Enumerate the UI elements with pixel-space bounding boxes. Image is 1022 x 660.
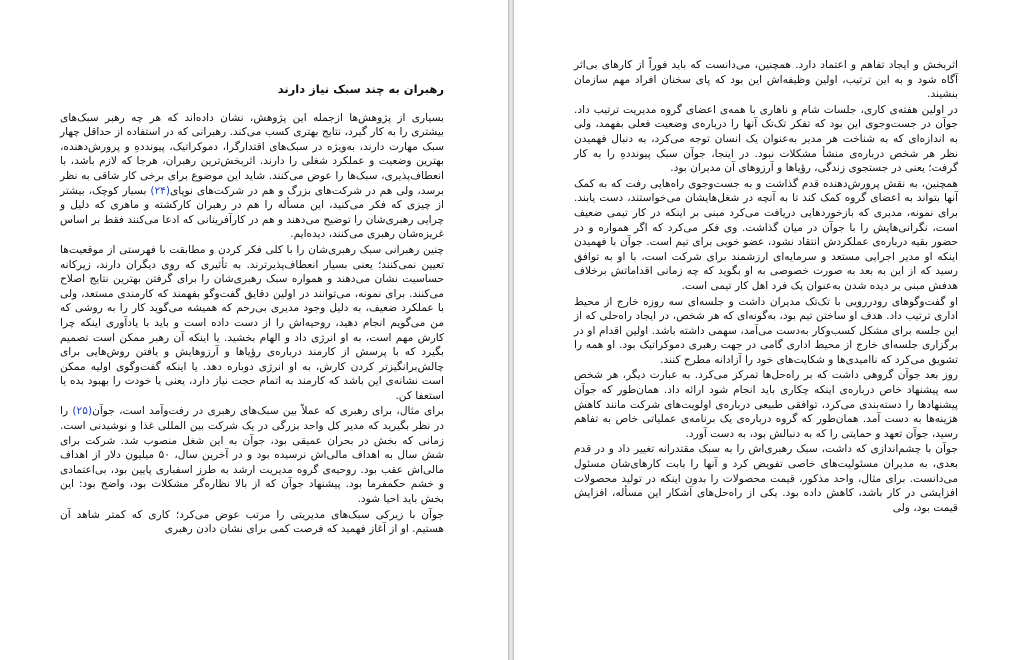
paragraph: همچنین، به نقش پرورش‌دهنده قدم گذاشت و به جست‌وجوی راه‌هایی رفت که به کمک آنها بتواند به اعضای گروه کمک کند تا به آنچه در شغل‌هایشان می‌خواستند، دست یابند. برای نمونه، مدیری که بازخوردهایی دریافت می‌کرد مبنی بر اینکه در کار تیمی ضعیف است، نگرانی‌هایش را با جوآن در میان گذاشت. وی فکر می‌کرد که اگر همواره و در حضور بقیه درباره‌ی عملکردش انتقاد نشود، عضو خوبی برای تیم است. جوآن با فهمیدن اینکه او مدیر اجرایی مستعد و سرمایه‌ای ارزشمند برای شرکت است، با او به توافق رسید که از این به بعد به صورت خصوصی به او بگوید که چه زمانی اقداماتش برخلاف هدفش مبنی بر دیده شدن به‌عنوان یک فرد اهل کار تیمی است. [574, 177, 958, 292]
paragraph: در اولین هفته‌ی کاری، جلسات شام و ناهاری با همه‌ی اعضای گروه مدیریت ترتیب داد. جوآن در جست‌وجوی این بود که تفکر تک‌تک آنها را درباره‌ی وضعیت فعلی بفهمد، ولی به اندازه‌ای که به شناخت هر مدیر به‌عنوان یک انسان توجه می‌کرد، به دنبال فهمیدن نظر هر شخص درباره‌ی منشأ مشکلات نبود. در اینجا، جوآن سبک پیونددهِ را به کار گرفت؛ یعنی در جستجوی زندگی، رؤیاها و آرزوهای آن مدیران بود. [574, 103, 958, 175]
paragraph: اثربخش و ایجاد تفاهم و اعتماد دارد. همچنین، می‌دانست که باید فوراً از کارهای بی‌اثر آگاه شود و به این ترتیب، اولین وظیفه‌اش این بود که پای سخنان افراد مهم سازمان بنشیند. [574, 59, 958, 101]
paragraph [60, 404, 444, 506]
section-heading: رهبران به چند سبک نیاز دارند [277, 82, 444, 96]
paragraph: چنین رهبرانی سبک رهبری‌شان را با کلی فکر کردن و مطابقت با فهرستی از موقعیت‌ها تعیین نمی‌کنند؛ یعنی بسیار انعطاف‌پذیرترند. به تأثیری که روی دیگران دارند، زیرکانه حساسیت نشان می‌دهند و همواره سبک رهبری‌شان را برای گرفتن بهترین نتایج اصلاح می‌کنند. برای نمونه، می‌توانند در اولین دقایق گفت‌وگو بفهمند که کارمندی مستعد، ولی با عملکرد ضعیف، به دلیل وجود مدیری بی‌رحم که همیشه می‌گوید کار را به روشی که من می‌گویم انجام دهید، روحیه‌اش را از دست داده است و باید با یادآوری اینکه چرا کارش مهم است، به او انرژی داد و الهام بخشید. یا اینکه آن رهبر ممکن است تصمیم بگیرد که با پرسش از کارمند درباره‌ی رؤیاها و آرزوهایش و یافتن روش‌هایی برای چالش‌برانگیزتر کردن کارش، به او انرژی دوباره دهد. یا اینکه گفت‌وگوی اولیه ممکن است نشانه‌ی این باشد که کارمند به اتمام حجت نیاز دارد، یعنی یا خودت را بهبود بده یا استعفا کن. [60, 243, 444, 402]
paragraph [60, 111, 444, 242]
paragraph: جوآن با چشم‌اندازی که داشت، سبک رهبری‌اش را به سبک مقتدرانه تغییر داد و در قدم بعدی، به مدیران مسئولیت‌های خاصی تفویض کرد و آنها را بابت کارهای‌شان مسئول می‌دانست. برای مثال، واحد مذکور، قیمت محصولات را بدون اینکه در تولید محصولات افزایشی در کار باشد، کاهش داده بود. یکی از راه‌حل‌های آشکار این مسأله، افزایش قیمت بود، ولی [574, 443, 958, 514]
footnote-link[interactable]: (۲۴) [150, 184, 170, 197]
right-text-column [574, 58, 958, 516]
paragraph-text: بسیاری از پژوهش‌ها ازجمله این پژوهش، نشان داده‌اند که هر چه رهبر سبک‌های بیشتری را به کار گیرد، نتایج بهتری کسب می‌کند. رهبرانی که در استفاده از حداقل چهار سبک مهارت دارند، به‌ویژه در سبک‌های اقتدارگرا، دموکراتیک، پیونددهِ و پرورش‌دهنده، بهترین وضعیت و عملکرد شغلی را دارند. اثربخش‌ترین رهبران، هرجا که لازم باشد، با انعطاف‌پذیری، سبک‌ها را عوض می‌کنند. شاید این موضوع برای برخی کار شاقی به نظر برسد، ولی هم در شرکت‌های بزرگ و هم در شرکت‌های نوپای [60, 111, 444, 197]
paragraph-text: را در نظر بگیرید که مدیر کل واحد بزرگی در یک شرکت بین المللی غذا و نوشیدنی است. زمانی که بخش در بحران عمیقی بود، جوآن به این شغل منصوب شد. شرکت برای شش سال به اهداف مالی‌اش نرسیده بود و در آخرین سال، ۵۰ میلیون دلار از اهداف مالی‌اش عقب بود. روحیه‌ی گروه مدیریت ارشد به طرز اسفباری پایین بود، بی‌اعتمادی و خشم حکمفرما بود. پیشنهاد جوآن که از بالا نظاره‌گر مشکلات بود، واضح بود: این بخش باید احیا شود. [60, 405, 445, 506]
right-page [514, 0, 1022, 660]
paragraph: جوآن با زیرکی سبک‌های مدیریتی را مرتب عوض می‌کرد؛ کاری که کمتر شاهد آن هستیم. او از آغاز فهمید که فرصت کمی برای نشان دادن رهبری [60, 508, 444, 536]
left-text-column [60, 82, 444, 538]
paragraph-text: برای مثال، برای رهبری که عملاً بین سبک‌های رهبری در رفت‌وآمد است، جوآن [92, 405, 444, 418]
paragraph: روز بعد جوآن گروهی داشت که بر راه‌حل‌ها تمرکز می‌کرد. به عبارت دیگر، هر شخص سه پیشنهاد خاص درباره‌ی اینکه چکاری باید انجام شود ارائه داد. همان‌طور که جوآن پیشنهادها را دسته‌بندی می‌کرد، توافقی طبیعی درباره‌ی اولویت‌های شرکت مانند کاهش هزینه‌ها به دست آمد. همان‌طور که گروه درباره‌ی یک برنامه‌ی عملیاتی خاص به تفاهم رسید، جوآن تعهد و حمایتی را که به دنبالش بود، به دست آورد. [574, 369, 958, 440]
left-page [0, 0, 508, 660]
paragraph-text: بسیار کوچک، بیشتر از چیزی که فکر می‌کنید، این مسأله را هم در رهبران کارکشته و ماهری که دلیل و چرایی رهبری‌شان را توضیح می‌دهند و هم در کارآفرینانی که ادعا می‌کنند فقط بر اساس غریزه‌شان رهبری می‌کنند، دیده‌ایم. [60, 184, 444, 241]
paragraph: او گفت‌وگوهای رودررویی با تک‌تک مدیران داشت و جلسه‌ای سه روزه خارج از محیط اداری ترتیب داد. هدف او ساختن تیم بود، به‌گونه‌ای که هر شخص، در ایجاد راه‌حلی که از این جلسه برای مشکل کسب‌وکار به‌دست می‌آمد، سهمی داشته باشد. اولین اقدام او در برگزاری جلسه‌ای خارج از محیط اداری گامی در جهت رهبری دموکراتیک بود. او همه را تشویق می‌کرد که ناامیدی‌ها و شکایت‌های خود را آزادانه مطرح کنند. [574, 295, 958, 366]
footnote-link[interactable]: (۲۵) [72, 405, 93, 418]
